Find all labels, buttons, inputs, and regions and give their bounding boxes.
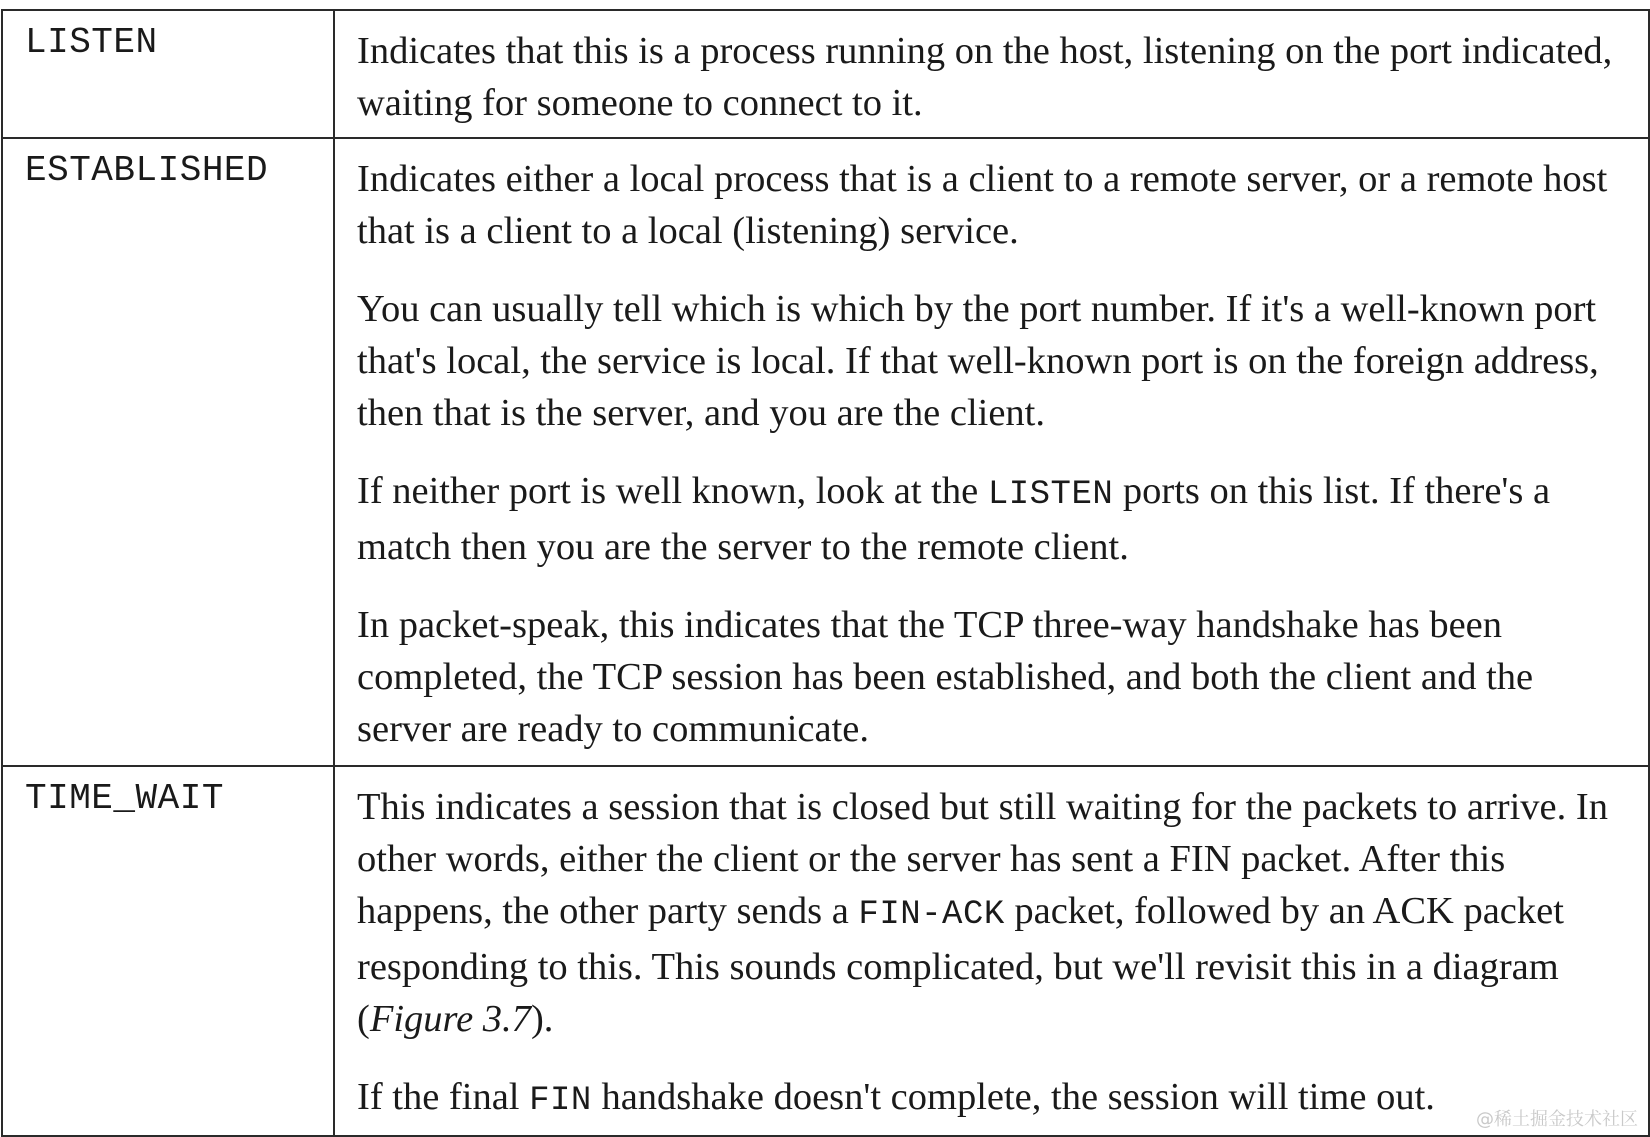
watermark-text: @稀土掘金技术社区 <box>1476 1109 1638 1130</box>
inline-code: LISTEN <box>987 476 1114 514</box>
description-paragraph: Indicates either a local process that is a client to a remote server, or a remote host that is a client to a local (listening) service. <box>357 158 1608 252</box>
paragraph-text: packet, followed by an ACK packet responding to this. This sounds complicated, but we'll revisit this in a diagram ( <box>357 890 1564 1040</box>
tcp-state-table <box>1 9 1650 1137</box>
state-name-cell: TIME_WAIT <box>2 766 334 1136</box>
paragraph-text: ports on this list. If there's a match then you are the server to the remote client. <box>357 470 1551 568</box>
paragraph-text: handshake doesn't complete, the session will time out. <box>591 1076 1435 1118</box>
description-paragraph <box>357 781 1630 1045</box>
table-row-time-wait <box>2 766 1649 1136</box>
description-paragraph <box>357 1071 1630 1127</box>
inline-code: FIN-ACK <box>858 896 1005 934</box>
state-name-cell: ESTABLISHED <box>2 138 334 766</box>
description-paragraph: Indicates that this is a process running on the host, listening on the port indicated, waiting for someone to connect to it. <box>357 30 1613 124</box>
description-paragraph: You can usually tell which is which by the port number. If it's a well-known port that's local, the service is local. If that well-known port is on the foreign address, then that is the server, and you are the client. <box>357 288 1599 434</box>
paragraph-text: This indicates a session that is closed but still waiting for the packets to arrive. In other words, either the client or the server has sent a FIN packet. After this happens, the other party sends a <box>357 786 1608 932</box>
state-description-cell <box>334 10 1649 138</box>
state-name-cell: LISTEN <box>2 10 334 138</box>
state-description-cell <box>334 138 1649 766</box>
description-paragraph <box>357 465 1630 573</box>
inline-code: FIN <box>529 1082 592 1120</box>
paragraph-text: If neither port is well known, look at the <box>357 470 988 512</box>
description-paragraph: In packet-speak, this indicates that the TCP three-way handshake has been completed, the TCP session has been established, and both the client and the server are ready to communicate. <box>357 604 1534 750</box>
state-description-cell <box>334 766 1649 1136</box>
figure-reference: Figure 3.7 <box>369 998 531 1040</box>
table-row-listen <box>2 10 1649 138</box>
table-row-established <box>2 138 1649 766</box>
paragraph-text: ). <box>530 998 554 1040</box>
paragraph-text: If the final <box>357 1076 530 1118</box>
